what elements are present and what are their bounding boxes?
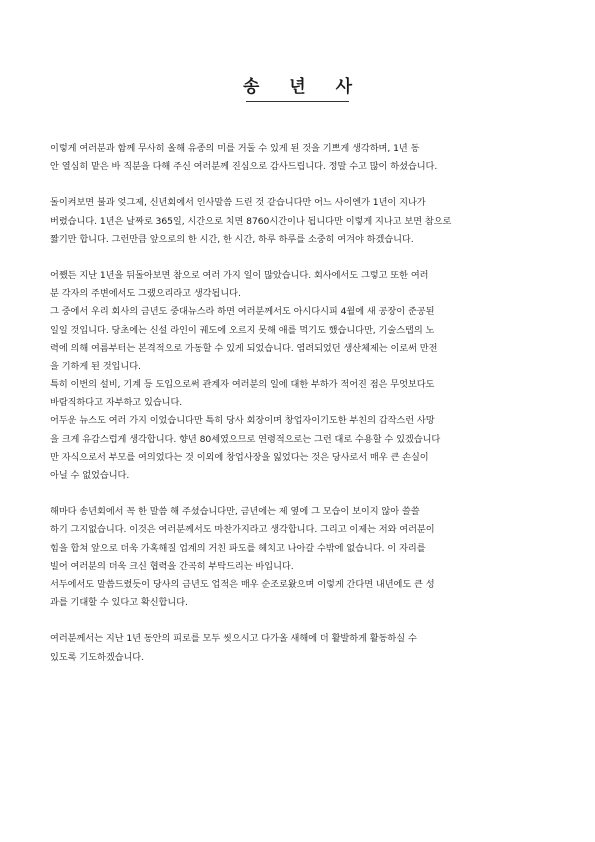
paragraph-line: 있도록 기도하겠습니다. — [50, 651, 144, 663]
paragraph-line: 바람직하다고 자부하고 있습니다. — [50, 397, 183, 409]
paragraph-line: 일일 것입니다. 당초에는 신설 라인이 궤도에 오르지 못해 애를 먹기도 했습니다만, 기술스탭의 노 — [50, 324, 435, 336]
paragraph-line: 해마다 송년회에서 꼭 한 말씀 해 주셨습니다만, 금년에는 제 옆에 그 모습이 보이지 않아 쓸쓸 — [50, 506, 420, 518]
paragraph-events — [50, 267, 546, 485]
paragraph-line: 빌어 여러분의 더욱 크신 협력을 간곡히 부탁드리는 바입니다. — [50, 560, 294, 572]
paragraph-line: 어두운 뉴스도 여러 가지 이었습니다만 특히 당사 회장이며 창업자이기도한 부친의 갑작스런 사망 — [50, 415, 435, 427]
paragraph-line: 여러분께서는 지난 1년 동안의 피로를 모두 씻으시고 다가올 새해에 더 활발하게 활동하실 수 — [50, 633, 417, 645]
paragraph-line: 과를 기대할 수 있다고 확신합니다. — [50, 597, 188, 609]
paragraph-line: 안 열심히 맡은 바 직분을 다해 주신 여러분께 진심으로 감사드립니다. 정말 수고 많이 하셨습니다. — [50, 161, 438, 173]
title-underline — [246, 101, 349, 102]
paragraph-line: 을 기하게 된 것입니다. — [50, 360, 141, 372]
paragraph-line: 짧기만 합니다. 그런만큼 앞으로의 한 시간, 한 시간, 하루 하루를 소중히 여겨야 하겠습니다. — [50, 233, 414, 245]
paragraph-line: 버렸습니다. 1년은 날짜로 365일, 시간으로 치면 8760시간이나 됩니다만 이렇게 지나고 보면 참으로 — [50, 215, 452, 227]
paragraph-line: 특히 이번의 설비, 기계 등 도입으로써 관계자 여러분의 일에 대한 부하가 적어진 점은 무엇보다도 — [50, 379, 435, 391]
paragraph-line: 력에 의해 여름부터는 본격적으로 가동할 수 있게 되었습니다. 염려되었던 생산체제는 이로써 만전 — [50, 342, 438, 354]
paragraph-line: 을 크게 유감스럽게 생각합니다. 향년 80세였으므로 연령적으로는 그런 대로 수용할 수 있겠습니다 — [50, 433, 441, 445]
paragraph-line: 만 자식으로서 부모를 여의었다는 것 이외에 창업사장을 잃었다는 것은 당사로서 매우 큰 손실이 — [50, 451, 429, 463]
paragraph-line: 돌이켜보면 불과 엊그제, 신년회에서 인사말씀 드린 것 같습니다만 어느 사이엔가 1년이 지나가 — [50, 197, 426, 209]
paragraph-memorial — [50, 503, 546, 612]
paragraph-line: 하기 그지없습니다. 이것은 여러분께서도 마찬가지라고 생각합니다. 그리고 이제는 저와 여러분이 — [50, 524, 435, 536]
paragraph-year-review — [50, 194, 546, 249]
paragraph-line: 어쨌든 지난 1년을 뒤돌아보면 참으로 여러 가지 일이 많았습니다. 회사에서도 그렇고 또한 여러 — [50, 269, 429, 281]
document-title: 송 년 사 — [242, 77, 365, 97]
paragraph-thanks — [50, 140, 546, 176]
paragraph-line: 이렇게 여러분과 함께 무사히 올해 유종의 미를 거둘 수 있게 된 것을 기쁘게 생각하며, 1년 동 — [50, 143, 420, 154]
paragraph-line: 서두에서도 말씀드렸듯이 당사의 금년도 업적은 매우 순조로왔으며 이렇게 간다면 내년에도 큰 성 — [50, 578, 435, 590]
paragraph-closing — [50, 630, 546, 666]
paragraph-line: 분 각자의 주변에서도 그랬으리라고 생각됩니다. — [50, 288, 241, 300]
paragraph-line: 힘을 합쳐 앞으로 더욱 가혹해질 업계의 거친 파도를 헤치고 나아갈 수밖에 없습니다. 이 자리를 — [50, 542, 426, 554]
paragraph-line: 아닐 수 없었습니다. — [50, 470, 130, 481]
paragraph-line: 그 중에서 우리 회사의 금년도 중대뉴스라 하면 여러분께서도 아시다시피 4월에 새 공장이 준공된 — [50, 306, 435, 318]
document-body — [50, 140, 546, 685]
